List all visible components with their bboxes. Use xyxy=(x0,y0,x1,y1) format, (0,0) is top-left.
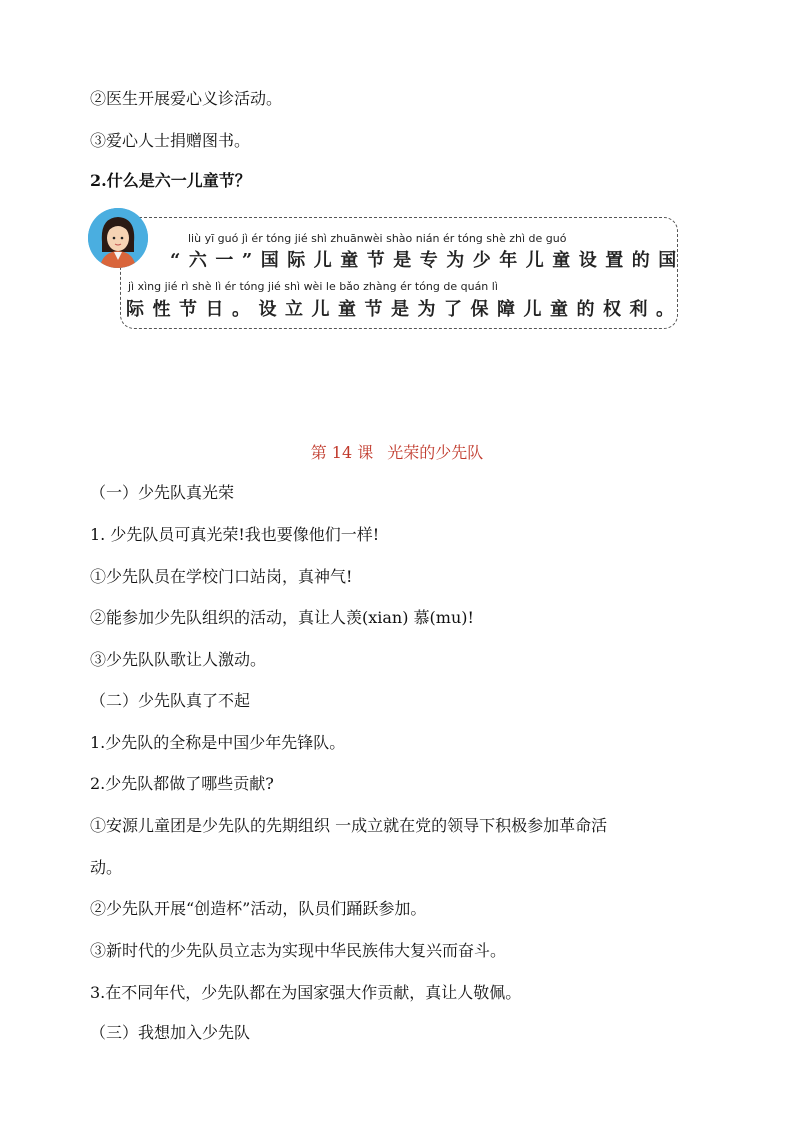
list-item: 3.在不同年代，少先队都在为国家强大作贡献，真让人敬佩。 xyxy=(90,983,522,1002)
list-item: 1. 少先队员可真光荣!我也要像他们一样! xyxy=(90,525,380,544)
list-item: ①安源儿童团是少先队的先期组织 一成立就在党的领导下积极参加革命活 xyxy=(90,816,608,835)
list-item: 1.少先队的全称是中国少年先锋队。 xyxy=(90,733,346,752)
list-item: ③新时代的少先队员立志为实现中华民族伟大复兴而奋斗。 xyxy=(90,941,507,960)
list-item: ②少先队开展“创造杯”活动，队员们踊跃参加。 xyxy=(90,899,427,918)
list-item: 动。 xyxy=(90,858,123,877)
list-item: ①少先队员在学校门口站岗，真神气! xyxy=(90,567,353,586)
list-item: 2.少先队都做了哪些贡献? xyxy=(90,774,274,793)
pinyin-line: liù yī guó jì ér tóng jié shì zhuānwèi shào nián ér tóng shè zhì de guó xyxy=(188,232,567,245)
question-heading: 2.什么是六一儿童节？ xyxy=(90,171,251,190)
list-item: ③爱心人士捐赠图书。 xyxy=(90,131,251,150)
section-heading: （二）少先队真了不起 xyxy=(90,691,251,710)
section-heading: （一）少先队真光荣 xyxy=(90,483,235,502)
lesson-name: 光荣的少先队 xyxy=(387,443,484,462)
section-heading: （三）我想加入少先队 xyxy=(90,1023,251,1042)
list-item: ②能参加少先队组织的活动，真让人羡(xian) 慕(mu)! xyxy=(90,608,474,627)
card-text-line: 际性节日。设立儿童节是为了保障儿童的权利。 xyxy=(126,299,683,320)
lesson-number: 第 14 课 xyxy=(310,443,374,462)
list-item: ②医生开展爱心义诊活动。 xyxy=(90,89,283,108)
girl-avatar-icon xyxy=(88,208,148,268)
list-item: ③少先队队歌让人激动。 xyxy=(90,650,267,669)
pinyin-line: jì xìng jié rì shè lì ér tóng jié shì wèi le bǎo zhàng ér tóng de quán lì xyxy=(128,280,498,293)
card-text-line: “六一”国际儿童节是专为少年儿童设置的国 xyxy=(170,250,685,271)
lesson-title xyxy=(0,440,794,463)
